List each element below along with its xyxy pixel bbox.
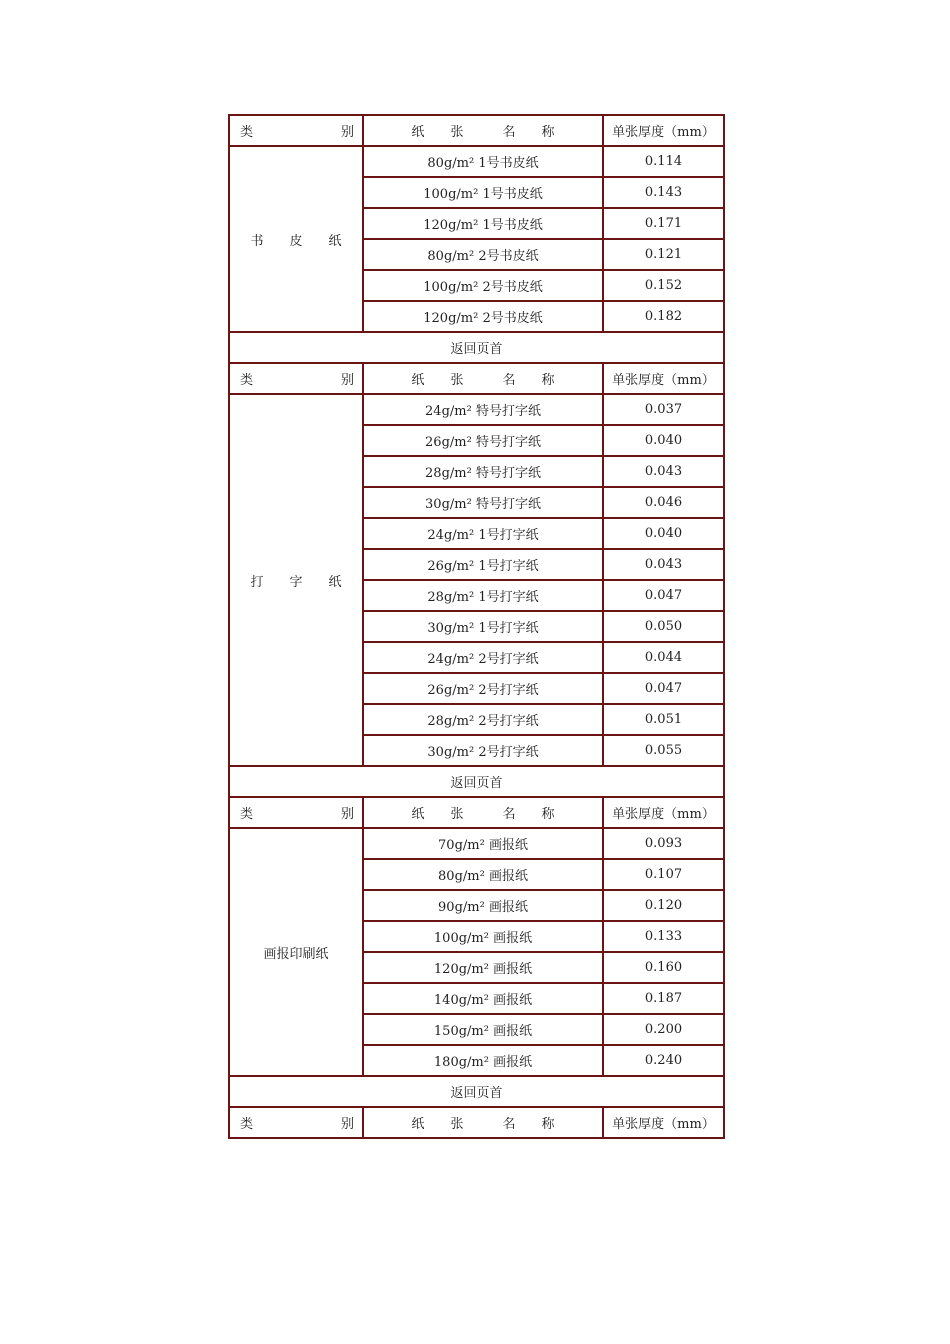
thickness-cell: 0.047 [603,673,724,704]
back-to-top-link[interactable]: 返回页首 [450,1086,503,1101]
category-cell: 书 皮 纸 [229,146,363,332]
paper-name-cell: 30g/m² 特号打字纸 [363,487,603,518]
header-category [229,363,363,394]
thickness-cell: 0.160 [603,952,724,983]
table-header-row [229,797,724,828]
thickness-cell: 0.046 [603,487,724,518]
paper-name-cell: 120g/m² 画报纸 [363,952,603,983]
thickness-cell: 0.047 [603,580,724,611]
category-cell: 画报印刷纸 [229,828,363,1076]
table-row [229,146,724,177]
table-row [229,394,724,425]
paper-name-cell: 70g/m² 画报纸 [363,828,603,859]
paper-name-cell: 26g/m² 1号打字纸 [363,549,603,580]
paper-name-cell: 100g/m² 2号书皮纸 [363,270,603,301]
header-category [229,797,363,828]
paper-name-cell: 28g/m² 2号打字纸 [363,704,603,735]
header-category-left: 类 [240,125,254,140]
thickness-cell: 0.171 [603,208,724,239]
thickness-cell: 0.133 [603,921,724,952]
paper-name-cell: 150g/m² 画报纸 [363,1014,603,1045]
header-category-right: 别 [340,373,354,388]
header-thickness: 单张厚度（mm） [603,797,724,828]
header-paper-name: 纸 张 名 称 [363,363,603,394]
paper-name-cell: 30g/m² 1号打字纸 [363,611,603,642]
thickness-cell: 0.240 [603,1045,724,1076]
header-category-left: 类 [240,1117,254,1132]
thickness-cell: 0.040 [603,518,724,549]
thickness-cell: 0.200 [603,1014,724,1045]
header-category-left: 类 [240,807,254,822]
back-to-top-cell [229,766,724,797]
thickness-cell: 0.043 [603,549,724,580]
header-category-label [230,803,362,822]
paper-name-cell: 80g/m² 2号书皮纸 [363,239,603,270]
paper-name-cell: 80g/m² 1号书皮纸 [363,146,603,177]
thickness-cell: 0.037 [603,394,724,425]
back-to-top-row [229,766,724,797]
paper-name-cell: 180g/m² 画报纸 [363,1045,603,1076]
paper-name-cell: 30g/m² 2号打字纸 [363,735,603,766]
back-to-top-row [229,332,724,363]
header-category-right: 别 [340,807,354,822]
table-header-row [229,115,724,146]
header-category-label [230,1113,362,1132]
thickness-cell: 0.120 [603,890,724,921]
back-to-top-link[interactable]: 返回页首 [450,776,503,791]
header-category-left: 类 [240,373,254,388]
paper-name-cell: 90g/m² 画报纸 [363,890,603,921]
thickness-cell: 0.040 [603,425,724,456]
thickness-cell: 0.182 [603,301,724,332]
category-cell: 打 字 纸 [229,394,363,766]
paper-name-cell: 24g/m² 2号打字纸 [363,642,603,673]
paper-name-cell: 120g/m² 2号书皮纸 [363,301,603,332]
thickness-cell: 0.107 [603,859,724,890]
paper-thickness-table [228,114,725,1139]
paper-name-cell: 140g/m² 画报纸 [363,983,603,1014]
header-category-right: 别 [340,1117,354,1132]
paper-name-cell: 80g/m² 画报纸 [363,859,603,890]
header-paper-name: 纸 张 名 称 [363,115,603,146]
paper-name-cell: 28g/m² 1号打字纸 [363,580,603,611]
paper-name-cell: 100g/m² 画报纸 [363,921,603,952]
thickness-cell: 0.093 [603,828,724,859]
paper-name-cell: 26g/m² 特号打字纸 [363,425,603,456]
thickness-cell: 0.044 [603,642,724,673]
thickness-cell: 0.143 [603,177,724,208]
header-category-label [230,369,362,388]
header-category [229,1107,363,1138]
back-to-top-link[interactable]: 返回页首 [450,342,503,357]
header-category-right: 别 [340,125,354,140]
header-thickness: 单张厚度（mm） [603,115,724,146]
paper-name-cell: 120g/m² 1号书皮纸 [363,208,603,239]
paper-name-cell: 26g/m² 2号打字纸 [363,673,603,704]
thickness-cell: 0.050 [603,611,724,642]
header-thickness: 单张厚度（mm） [603,363,724,394]
table-row [229,828,724,859]
header-category [229,115,363,146]
back-to-top-cell [229,1076,724,1107]
back-to-top-row [229,1076,724,1107]
table-header-row [229,1107,724,1138]
header-category-label [230,121,362,140]
header-paper-name: 纸 张 名 称 [363,1107,603,1138]
thickness-cell: 0.187 [603,983,724,1014]
table-header-row [229,363,724,394]
thickness-cell: 0.043 [603,456,724,487]
paper-name-cell: 28g/m² 特号打字纸 [363,456,603,487]
thickness-cell: 0.152 [603,270,724,301]
thickness-cell: 0.051 [603,704,724,735]
paper-name-cell: 24g/m² 特号打字纸 [363,394,603,425]
back-to-top-cell [229,332,724,363]
paper-name-cell: 100g/m² 1号书皮纸 [363,177,603,208]
thickness-cell: 0.055 [603,735,724,766]
thickness-cell: 0.121 [603,239,724,270]
paper-name-cell: 24g/m² 1号打字纸 [363,518,603,549]
header-thickness: 单张厚度（mm） [603,1107,724,1138]
header-paper-name: 纸 张 名 称 [363,797,603,828]
thickness-cell: 0.114 [603,146,724,177]
